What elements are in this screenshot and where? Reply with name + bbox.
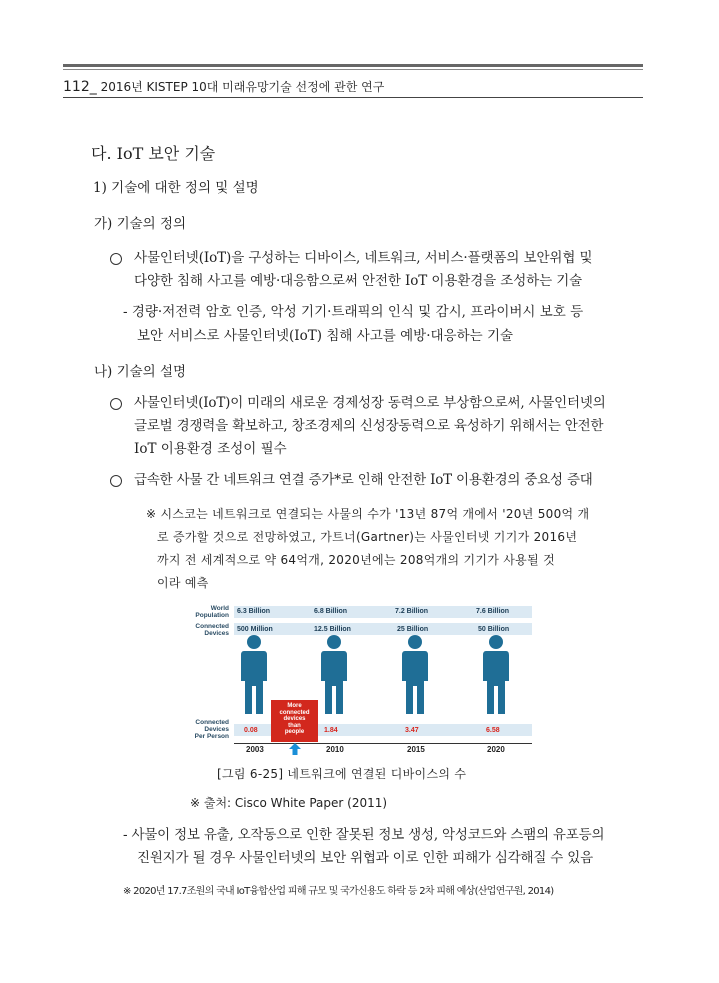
desc-bullet2: 급속한 사물 간 네트워크 연결 증가*로 인해 안전한 IoT 이용환경의 중요성 증대 (134, 472, 593, 488)
person-icon (401, 634, 429, 718)
risk-dash-line1: - 사물이 정보 유출, 오작동으로 인한 잘못된 정보 생성, 악성코드와 스팸의 유포등의 (123, 827, 605, 843)
person-icon (240, 634, 268, 718)
def-dash-line1: - 경량·저전력 암호 인증, 악성 기기·트래픽의 인식 및 감시, 프라이버시 보호 등 (123, 304, 584, 320)
subsection-title: 1) 기술에 대한 정의 및 설명 (93, 180, 259, 196)
footnote: ※ 2020년 17.7조원의 국내 IoT융합산업 피해 규모 및 국가신용도 하락 등 2차 피해 예상(산업연구원, 2014) (123, 886, 554, 897)
note-line2: 로 증가할 것으로 전망하였고, 가트너(Gartner)는 사물인터넷 기기가 2016년 (157, 530, 578, 544)
risk-dash-line2: 진원지가 될 경우 사물인터넷의 보안 위협과 이로 인한 피해가 심각해질 수 있음 (137, 850, 593, 866)
header-rule-thick (63, 64, 643, 67)
connected-devices-label: Connected Devices (195, 623, 229, 637)
person-icon (482, 634, 510, 718)
bullet-circle-icon (110, 475, 122, 487)
header-rule-thin (63, 69, 643, 70)
page-number: 112_ (63, 79, 97, 95)
year-label: 2020 (487, 745, 505, 754)
desc-bullet1-line1: 사물인터넷(IoT)이 미래의 새로운 경제성장 동력으로 부상함으로써, 사물인터넷의 (134, 395, 606, 411)
bullet-circle-icon (110, 398, 122, 410)
devices-value: 50 Billion (478, 626, 510, 633)
note-line3: 까지 전 세계적으로 약 64억개, 2020년에는 208억개의 기기가 사용될 것 (157, 553, 555, 567)
running-header (63, 78, 384, 95)
def-dash-line2: 보안 서비스로 사물인터넷(IoT) 침해 사고를 예방·대응하는 기술 (137, 328, 514, 344)
desc-bullet1-line3: IoT 이용환경 조성이 필수 (134, 441, 287, 457)
year-label: 2015 (407, 745, 425, 754)
part-b-title: 나) 기술의 설명 (94, 364, 187, 380)
per-person-value: 3.47 (405, 727, 419, 734)
population-value: 6.3 Billion (237, 608, 271, 615)
world-population-label: World Population (195, 605, 229, 619)
header-rule-bottom (63, 97, 643, 98)
per-person-value: 0.08 (244, 727, 258, 734)
section-title: 다. IoT 보안 기술 (91, 144, 216, 163)
devices-value: 500 Million (237, 626, 273, 633)
def-bullet-line1: 사물인터넷(IoT)을 구성하는 디바이스, 네트워크, 서비스·플랫폼의 보안위협 및 (134, 250, 593, 266)
part-a-title: 가) 기술의 정의 (94, 216, 187, 232)
connected-devices-infographic (182, 603, 532, 755)
figure-caption: [그림 6-25] 네트워크에 연결된 디바이스의 수 (217, 767, 467, 781)
bullet-circle-icon (110, 253, 122, 265)
devices-value: 12.5 Billion (314, 626, 351, 633)
note-line4: 이라 예측 (157, 576, 209, 590)
more-devices-than-people-callout: More connected devices than people (271, 700, 318, 742)
devices-per-person-label: Connected Devices Per Person (194, 719, 229, 740)
per-person-value: 6.58 (486, 727, 500, 734)
population-value: 7.6 Billion (476, 608, 510, 615)
population-value: 6.8 Billion (314, 608, 348, 615)
def-bullet-line2: 다양한 침해 사고를 예방·대응함으로써 안전한 IoT 이용환경을 조성하는 기술 (134, 273, 583, 289)
arrow-up-icon (289, 743, 301, 755)
devices-value: 25 Billion (397, 626, 429, 633)
year-label: 2010 (326, 745, 344, 754)
per-person-value: 1.84 (324, 727, 338, 734)
year-label: 2003 (246, 745, 264, 754)
note-line1: ※ 시스코는 네트워크로 연결되는 사물의 수가 '13년 87억 개에서 '20년 500억 개 (146, 507, 590, 521)
figure-source: ※ 출처: Cisco White Paper (2011) (190, 796, 388, 810)
population-value: 7.2 Billion (395, 608, 429, 615)
desc-bullet1-line2: 글로벌 경쟁력을 확보하고, 창조경제의 신성장동력으로 육성하기 위해서는 안전한 (134, 418, 604, 434)
timeline-axis (234, 743, 532, 744)
person-icon (320, 634, 348, 718)
running-title: 2016년 KISTEP 10대 미래유망기술 선정에 관한 연구 (100, 80, 385, 94)
